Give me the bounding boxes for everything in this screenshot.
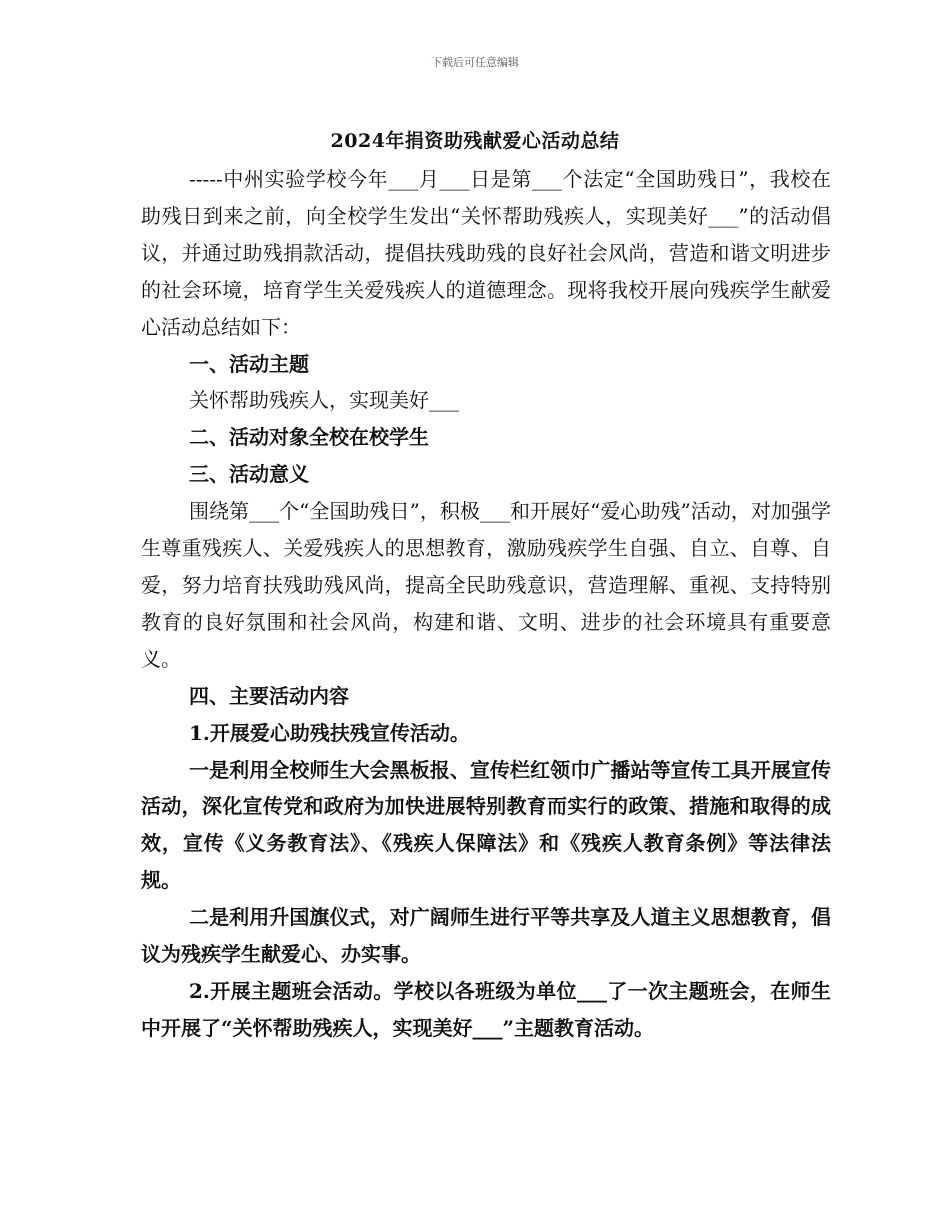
- section-heading-theme: 一、活动主题: [189, 351, 309, 376]
- subsection-heading-publicity: 1.开展爱心助残扶残宣传活动。: [189, 720, 470, 745]
- section-heading-content: 四、主要活动内容: [189, 683, 349, 708]
- class-meeting-paragraph: 2.开展主题班会活动。学校以各班级为单位___了一次主题班会，在师生中开展了“关怀帮助残疾人，实现美好___”主题教育活动。: [141, 978, 831, 1040]
- section-heading-significance: 三、活动意义: [189, 462, 309, 487]
- page-header-note: 下载后可任意编辑: [431, 56, 519, 69]
- section-heading-target: 二、活动对象全校在校学生: [189, 425, 429, 450]
- publicity-paragraph-1: 一是利用全校师生大会黑板报、宣传栏红领巾广播站等宣传工具开展宣传活动，深化宣传党和政府为加快进展特别教育而实行的政策、措施和取得的成效，宣传《义务教育法》、《残疾人保障法》和《残疾人教育条例》等法律法规。: [141, 757, 831, 893]
- intro-paragraph: -----中州实验学校今年___月___日是第___个法定“全国助残日”，我校在助残日到来之前，向全校学生发出“关怀帮助残疾人，实现美好___”的活动倡议，并通过助残捐款活动，提倡扶残助残的良好社会风尚，营造和谐文明进步的社会环境，培育学生关爱残疾人的道德理念。现将我校开展向残疾学生献爱心活动总结如下：: [141, 167, 831, 339]
- publicity-paragraph-2: 二是利用升国旗仪式，对广阔师生进行平等共享及人道主义思想教育，倡议为残疾学生献爱心、办实事。: [141, 905, 831, 967]
- document-body: [141, 161, 831, 1047]
- theme-text: 关怀帮助残疾人，实现美好___: [189, 388, 459, 413]
- document-title: 2024年捐资助残献爱心活动总结: [330, 130, 620, 152]
- significance-paragraph: 围绕第___个“全国助残日”，积极___和开展好“爱心助残”活动，对加强学生尊重残疾人、关爱残疾人的思想教育，激励残疾学生自强、自立、自尊、自爱，努力培育扶残助残风尚，提高全民助残意识，营造理解、重视、支持特别教育的良好氛围和社会风尚，构建和谐、文明、进步的社会环境具有重要意义。: [141, 499, 831, 671]
